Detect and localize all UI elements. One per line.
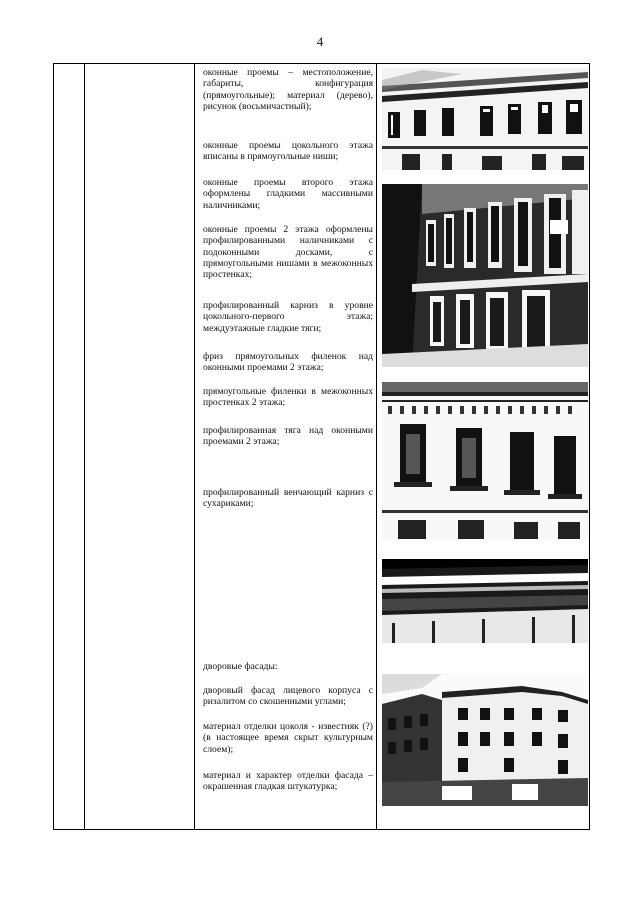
cornice-detail-photo [382, 559, 588, 643]
paragraph: оконные проемы цокольного этажа вписаны в прямоугольные ниши; [203, 140, 373, 163]
paragraph: оконные проемы – местоположение, габариты, конфигурация (прямоугольные); материал (дерево), рисунок (восьмичастный); [203, 67, 373, 112]
paragraph: профилированная тяга над оконными проемами 2 этажа; [203, 425, 373, 448]
paragraph: дворовые фасады: [203, 661, 278, 672]
paragraph: оконные проемы второго этажа оформлены гладкими массивными наличниками; [203, 177, 373, 211]
paragraph: оконные проемы 2 этажа оформлены профилированными наличниками с подоконными досками, с прямоугольными нишами в межоконных простенках; [203, 224, 373, 281]
paragraph: прямоугольные филенки в межоконных простенках 2 этажа; [203, 386, 373, 409]
facade-second-floor-windows-photo [382, 382, 588, 539]
paragraph: фриз прямоугольных филенок над оконными проемами 2 этажа; [203, 351, 373, 374]
column-divider [376, 64, 377, 829]
column-divider [194, 64, 195, 829]
courtyard-facade-photo [382, 674, 588, 806]
page-number: 4 [316, 34, 324, 49]
paragraph: материал отделки цоколя - известняк (?)(в настоящее время скрыт культурным слоем); [203, 721, 373, 755]
document-table [53, 63, 590, 830]
facade-windows-photo [382, 68, 588, 170]
paragraph: профилированный венчающий карниз с сухариками; [203, 487, 373, 510]
paragraph: материал и характер отделки фасада – окрашенная гладкая штукатурка; [203, 770, 373, 793]
paragraph: дворовый фасад лицевого корпуса с ризалитом со скошенными углами; [203, 685, 373, 708]
facade-street-perspective-photo [382, 184, 588, 367]
column-divider [84, 64, 85, 829]
paragraph: профилированный карниз в уровне цокольного-первого этажа; междуэтажные гладкие тяги; [203, 300, 373, 334]
